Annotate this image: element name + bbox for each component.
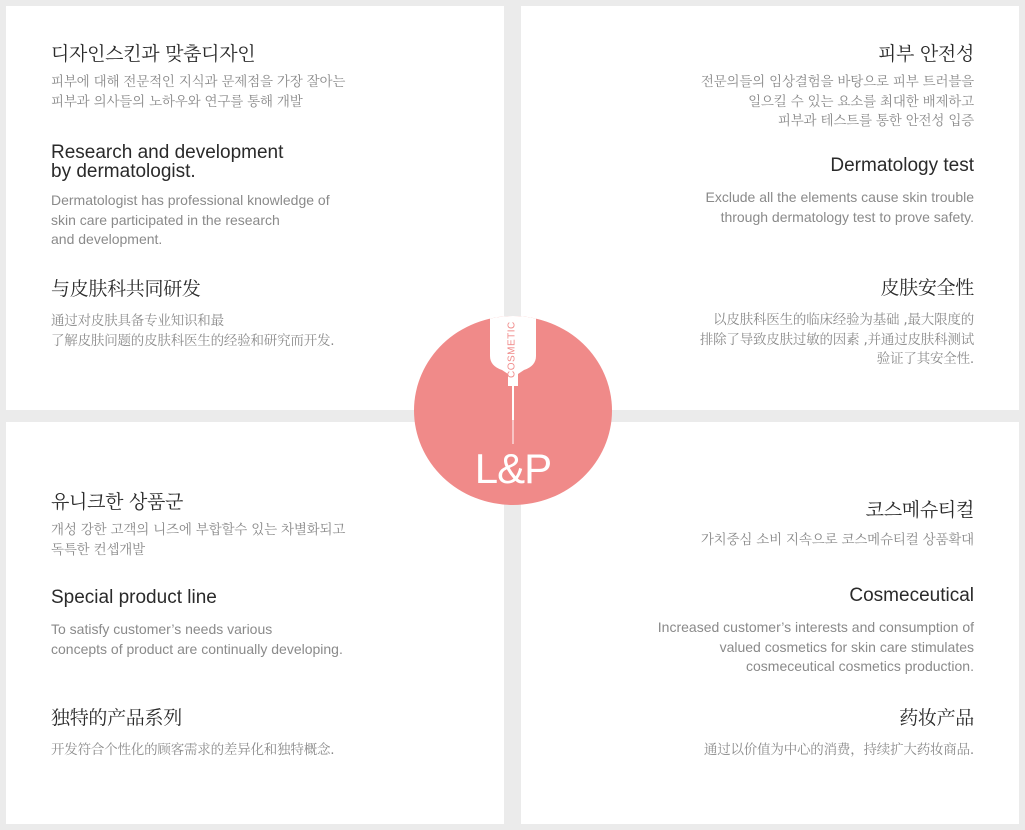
zh-description: 通过以价值为中心的消费，持续扩大药妆商品. — [703, 742, 974, 758]
zh-title: 独特的产品系列 — [51, 707, 182, 729]
ko-description: 개성 강한 고객의 니즈에 부합할수 있는 차별화되고 독특한 컨셉개발 — [51, 522, 346, 558]
zh-description: 开发符合个性化的顾客需求的差异化和独特概念. — [51, 742, 335, 758]
en-description: Dermatologist has professional knowledge of skin care participated in the research and development. — [51, 192, 330, 247]
ko-title: 피부 안전성 — [877, 43, 974, 65]
ko-description: 가치중심 소비 지속으로 코스메슈티컬 상품확대 — [700, 532, 974, 548]
en-title: Dermatology test — [830, 155, 974, 176]
en-title: Cosmeceutical — [849, 585, 974, 606]
cosmetic-label: COSMETIC — [506, 321, 518, 379]
en-description: Exclude all the elements cause skin trouble through dermatology test to prove safety. — [705, 189, 974, 225]
en-title: Special product line — [51, 587, 217, 608]
ko-description: 피부에 대해 전문적인 지식과 문제점을 가장 잘아는 피부과 의사들의 노하우와 연구를 통해 개발 — [51, 74, 346, 110]
lp-cosmetic-logo — [414, 316, 612, 505]
ko-title: 디자인스킨과 맞춤디자인 — [51, 43, 256, 65]
en-description: To satisfy customer’s needs various concepts of product are continually developing. — [51, 621, 343, 657]
zh-title: 皮肤安全性 — [880, 277, 974, 299]
ko-title: 유니크한 상품군 — [51, 491, 184, 513]
ko-description: 전문의들의 임상결험을 바탕으로 피부 트러블을 일으킬 수 있는 요소를 최대한 배제하고 피부과 테스트를 통한 안전성 입증 — [700, 74, 974, 129]
zh-title: 药妆产品 — [899, 707, 974, 729]
en-description: Increased customer’s interests and consumption of valued cosmetics for skin care stimulates cosmeceutical cosmetics production. — [657, 619, 974, 674]
brand-name: L&P — [474, 445, 552, 492]
ko-title: 코스메슈티컬 — [865, 499, 974, 521]
zh-description: 通过对皮肤具备专业知识和最 了解皮肤问题的皮肤科医生的经验和研究而开发. — [51, 313, 335, 349]
zh-title: 与皮肤科共同研发 — [51, 278, 201, 300]
en-title: Research and development by dermatologist. — [51, 142, 284, 182]
zh-description: 以皮肤科医生的临床经验为基础 ,最大限度的 排除了导致皮肤过敏的因素 ,并通过皮肤科测试 验证了其安全性. — [699, 312, 974, 367]
